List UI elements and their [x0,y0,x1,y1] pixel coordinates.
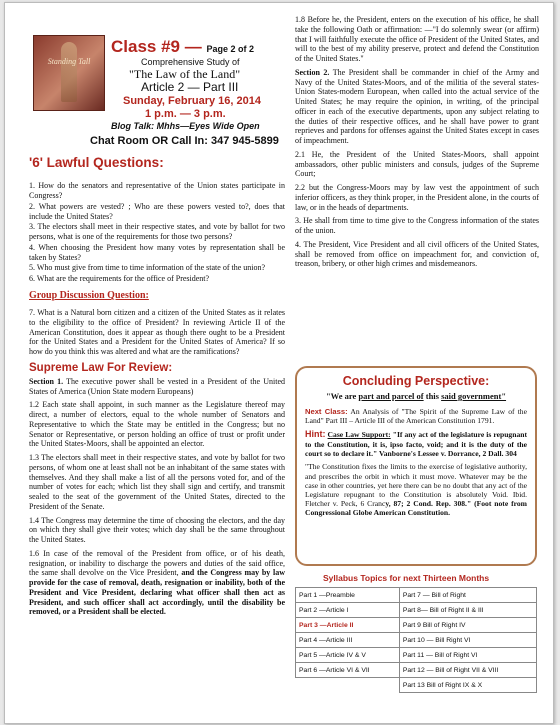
question-item: 5. Who must give from time to time information of the state of the union? [29,263,266,273]
clause-text-bold: and the Congress may by law provide for the case of removal, death, resignation or inability, both of the President and Vice President, declaring what officer shall then act as President, and such officer shall act accordingly, until the disability be removed, or a President shall be elected. [29,568,285,617]
page-indicator: Page 2 of 2 [206,44,254,54]
syllabus-cell: Part 7 — Bill of Right [399,588,536,603]
syllabus-row [296,633,537,648]
question-item: 4. When choosing the President how many votes by representation shall be taken by States? [29,242,285,262]
class-title [111,37,254,57]
clause-1-6 [29,549,285,617]
clause-1-8: 1.8 Before he, the President, enters on the execution of his office, he shall take the following Oath or affirmation: —"I do solemnly swear (or affirm) that I will faithfully execute the office of President of the United States, and will to the best of my ability preserve, protect and defend the Constitution of the United States." [295,15,539,63]
syllabus-row [296,663,537,678]
blog-talk: Blog Talk: Mhhs—Eyes Wide Open [111,121,260,131]
statue-figure [61,42,77,102]
syllabus-cell: Part 4 —Article III [296,633,400,648]
right-column [295,15,539,273]
quote-part: "We are [325,391,359,401]
supreme-law-heading: Supreme Law For Review: [29,361,173,374]
clause-4: 4. The President, Vice President and all civil officers of the United States, shall be removed from office on impeachment for, and conviction of, treason, bribery, or other high crimes and misdemeanors. [295,239,539,269]
quote-part: said government" [441,391,507,401]
syllabus-row [296,588,537,603]
case-law-citation: y, 87; 2 Cond. Rep. 308." (Foot note from Congressional Globe American Constitution. [305,498,527,517]
hint-subheading: Case Law Support: [327,430,391,440]
logo-text: Standing Tall [47,57,91,66]
case-law-quote [305,462,527,517]
syllabus-cell: Part 10 — Bill Right VI [399,633,536,648]
syllabus-row [296,603,537,618]
hint-label: Hint: [305,429,326,440]
clause-3: 3. He shall from time to time give to the Congress information of the states of the union. [295,216,539,235]
clause-text: 1.6 In case of the removal of the President from office, or of his death, resignation, or inability to discharge the powers and duties of the said office, the same shall devolve on the Vice President, [29,548,285,578]
syllabus-cell [296,678,400,693]
quote-part: part and parcel of [358,391,424,401]
section-1 [29,377,285,397]
syllabus-title: Syllabus Topics for next Thirteen Months [323,573,490,583]
clause-2-2: 2.2 but the Congress-Moors may by law vest the appointment of such inferior officers, as they think proper, in the President alone, in the courts of law, or in the heads of departments. [295,183,539,212]
syllabus-cell: Part 12 — Bill of Right VII & VIII [399,663,536,678]
case-law-text: "The Constitution fixes the limits to the exercise of legislative authority, and prescribes the orbit in which it must move. Whatever may be the case in other countries, yet here there can be no doubt that any act of the Legislature repugnant to the Constitution is absolutely Void. Ibid. Fletcher v. Peck, 6 Cranc [305,462,527,508]
group-discussion-text: 7. What is a Natural born citizen and a citizen of the United States as it relates to the eligibility to the office of President? In reviewing Article II of the American Constitution, does it appear as though there ought to be a President for the United States and a President for the United States of America? If so how do you think this was altered and what are the ramifications? [29,308,285,357]
clause-1-3: 1.3 The electors shall meet in their respective states, and vote by ballot for two persons, of whom one at least shall not be an inhabitant of the same states with themselves. And they shall make a list of all the persons voted for, and of the number of votes for each; which list they shall sign and certify, and transmit sealed to the seat of the government of the United States, directed to the President of the Senate. [29,453,285,511]
syllabus-table [295,587,537,693]
syllabus-cell: Part 2 —Article I [296,603,400,618]
group-discussion-heading: Group Discussion Question: [29,289,149,301]
question-item: 2. What powers are vested? ; Who are these powers vested to?, does that include the United States? [29,201,285,221]
syllabus-cell: Part 6 —Article VI & VII [296,663,400,678]
question-item: 3. The electors shall meet in their respective states, and vote by ballot for two persons, what is one of the requirements for those two persons? [29,222,285,242]
hint [305,429,527,458]
hint-text: "If any act of the legislature is repugnant to the Constitution, it is, ipso facto, void; and it is the duty of the court so to declare it." Vanborne's Lessee v. Dorrance, 2 Dall. 304 [305,430,527,459]
syllabus-row [296,618,537,633]
law-title: "The Law of the Land" [129,67,241,81]
section-text: The President shall be commander in chief of the Army and Navy of the United States-Moors, and of the militia of the several states-Union States-modern European, when called into the actual service of the United States; he may require the opinion, in writing, of the principal officer in each of the executive departments, upon any subject relating to the duties of their respective offices, and he shall have power to grant reprieves and pardons for offenses against the United States except in cases of impeachment. [295,67,539,145]
syllabus-row [296,648,537,663]
syllabus-cell: Part 1 —Preamble [296,588,400,603]
clause-2-1: 2.1 He, the President of the United States-Moors, shall appoint ambassadors, other public ministers and consuls, judges of the Supreme Court; [295,149,539,179]
class-time: 1 p.m. — 3 p.m. [145,108,226,120]
left-column [29,155,285,621]
next-class-label: Next Class: [305,407,348,417]
logo-image [33,35,105,111]
syllabus-row [296,678,537,693]
clause-1-4: 1.4 The Congress may determine the time of choosing the electors, and the day on which they shall give their votes; which day shall be the same throughout the United States. [29,515,285,545]
quote-part: this [423,391,442,401]
section-label: Section 2. [295,67,330,77]
concluding-perspective-box [295,366,537,566]
syllabus-cell: Part 9 Bill of Right IV [399,618,536,633]
question-item: 1. How do the senators and representative of the Union states participate in Congress? [29,181,285,201]
article-title: Article 2 — Part III [141,80,239,94]
class-header [33,35,278,147]
class-date: Sunday, February 16, 2014 [123,95,261,107]
perspective-quote [305,391,527,401]
next-class [305,407,527,425]
syllabus-cell: Part 11 — Bill of Right VI [399,648,536,663]
section-text: The executive power shall be vested in a President of the United States of America (Union State modern Europeans) [29,376,286,396]
clause-1-2: 1.2 Each state shall appoint, in such manner as the Legislature thereof may direct, a number of electors, equal to the whole number of Senators and Representative to which the State may be entitled in the Congress; but no Senator or Representative, or person holding an office of trust or profit under the United States-Moors, shall be appointed an elector. [29,400,285,449]
syllabus-cell: Part 13 Bill of Right IX & X [399,678,536,693]
syllabus-cell: Part 5 —Article IV & V [296,648,400,663]
chat-room-phone: Chat Room OR Call In: 347 945-5899 [90,135,279,147]
document-page [4,2,554,724]
next-class-text: An Analysis of "The Spirit of the Supreme Law of the Land" Part III – Article III of the American Constitution 1791. [305,407,527,426]
syllabus-cell: Part 8— Bill of Right II & III [399,603,536,618]
perspective-heading: Concluding Perspective: [342,374,490,388]
lawful-questions-heading: '6' Lawful Questions: [29,155,164,170]
section-label: Section 1. [29,376,64,386]
section-2 [295,68,539,146]
question-item: 6. What are the requirements for the office of President? [29,274,210,284]
comprehensive-label: Comprehensive Study of [141,57,240,67]
class-number: Class #9 — [111,37,202,56]
syllabus-cell: Part 3 —Article II [296,618,400,633]
